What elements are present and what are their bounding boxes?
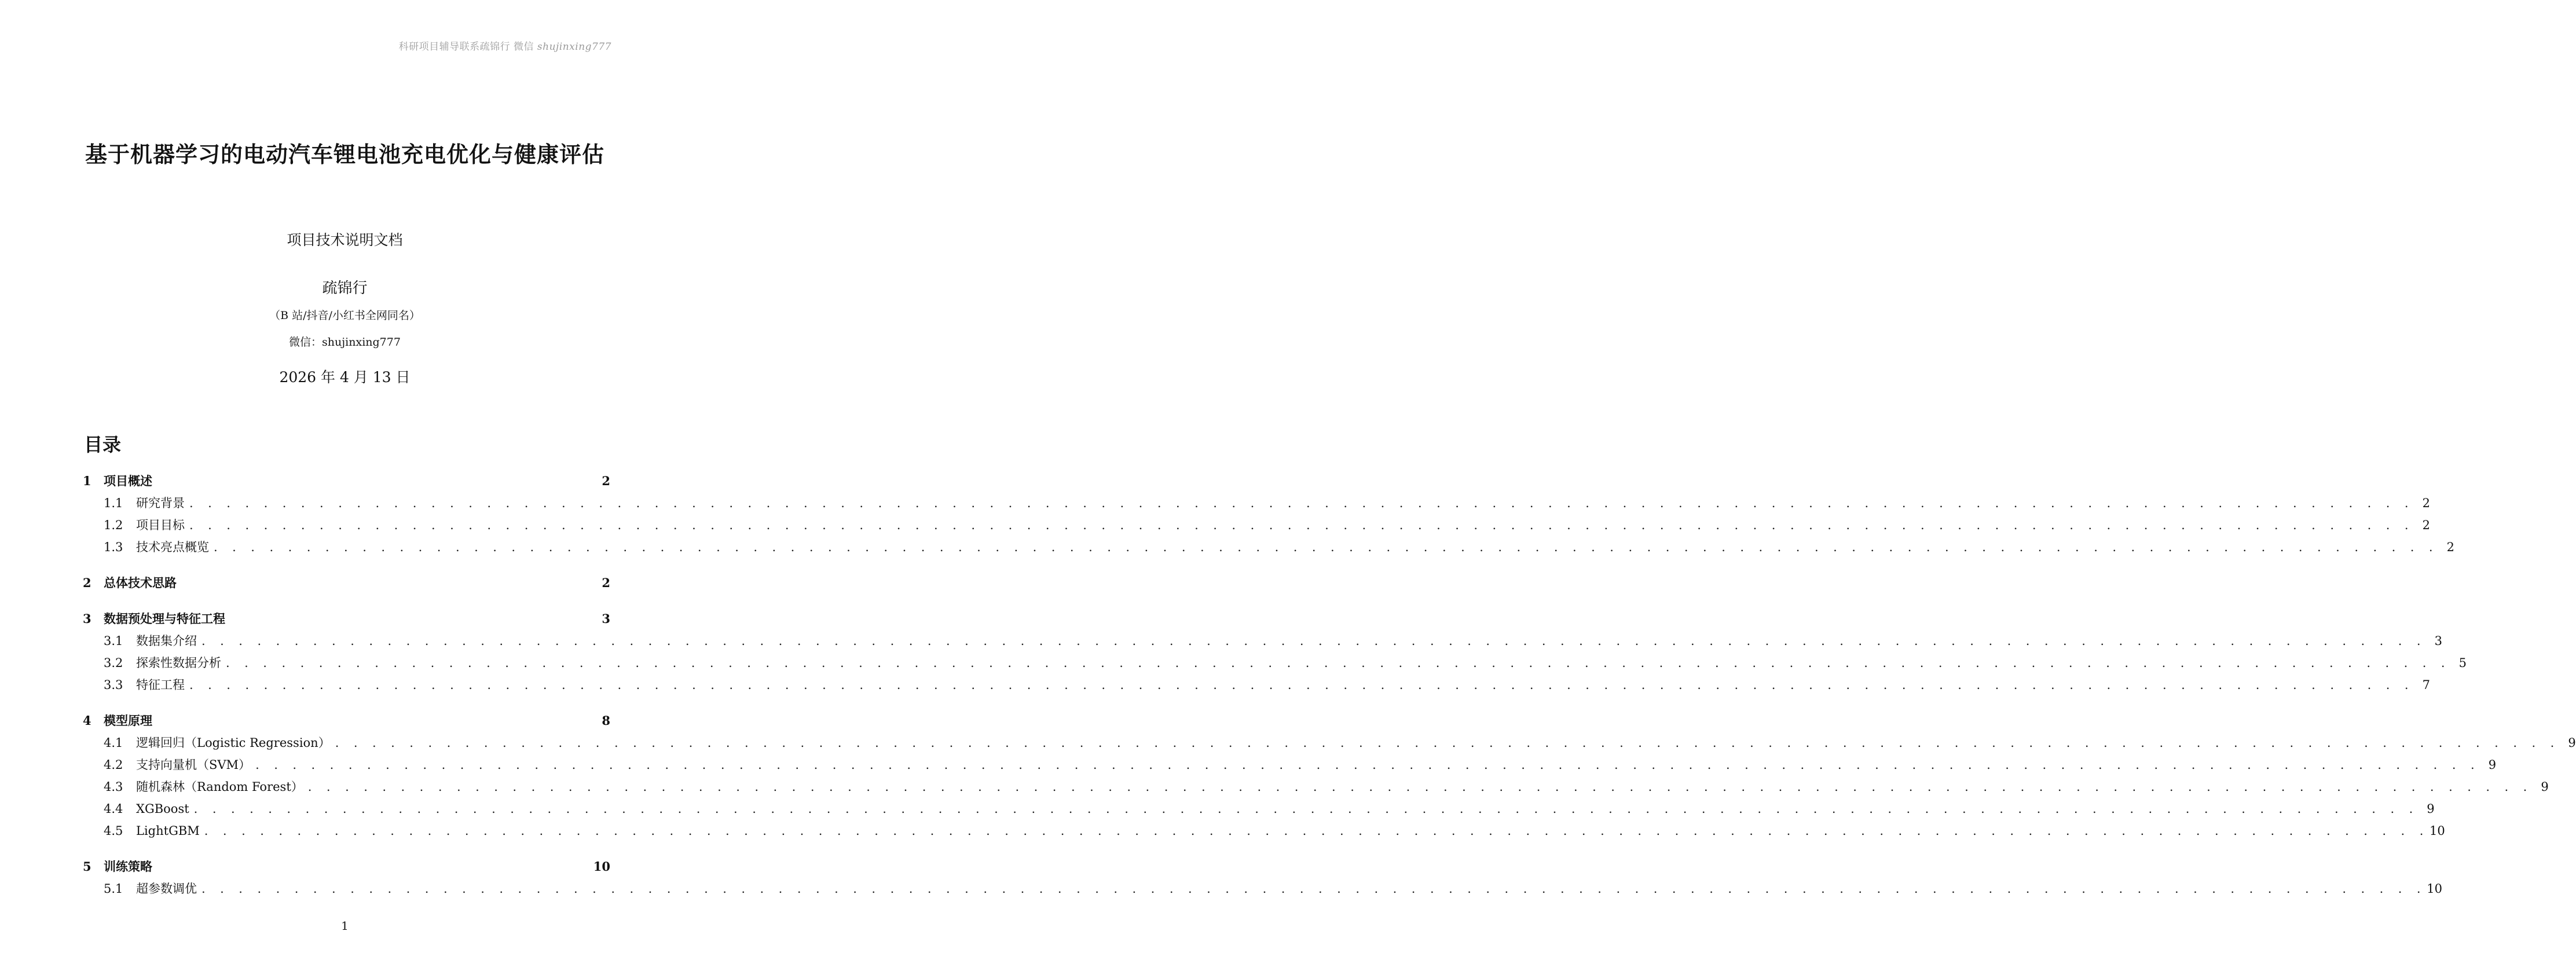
toc-subsection-number: 1.3 [104, 540, 123, 554]
toc-subsection-number: 3.2 [104, 656, 123, 670]
toc-section [83, 856, 2442, 900]
toc-subsection-number: 4.1 [104, 736, 123, 750]
toc-section-title: 数据预处理与特征工程 [104, 611, 225, 626]
toc-section-number: 4 [83, 713, 91, 728]
toc-dot-leader: . . . . . . . . . . . . . . . . . . . . . . . . . . . . . . . . . . . . . . . . . . . . . . . . . . . . . . . . . . . . . . . . . . . . . . . . . . . . . . . . . . . . . . . . . . . . . . . . . . . . . . . . . . . . . . . . . . . . . . . . [201, 634, 2426, 648]
toc-section [83, 608, 2467, 696]
toc-dot-leader: . . . . . . . . . . . . . . . . . . . . . . . . . . . . . . . . . . . . . . . . . . . . . . . . . . . . . . . . . . . . . . . . . . . . . . . . . . . . . . . . . . . . . . . . . . . . . . . . . . . . . . . . . . . . . . . . . . . . . . . . [335, 736, 2560, 750]
header-contact-note [399, 38, 611, 53]
toc-subsection-page: 9 [2541, 780, 2549, 794]
header-wechat-id: shujinxing777 [537, 41, 611, 53]
toc-subsection-page: 2 [2422, 496, 2430, 510]
toc-subsection-title: 超参数调优 [136, 882, 197, 896]
toc-section-entry[interactable] [83, 608, 610, 630]
toc-subsection-title: XGBoost [136, 802, 189, 816]
toc-section-title: 模型原理 [104, 713, 152, 728]
toc-subsection-number: 1.2 [104, 518, 123, 532]
toc-heading: 目录 [84, 434, 122, 456]
page-number: 1 [341, 919, 349, 933]
toc-section-title: 训练策略 [104, 859, 152, 874]
toc-subsection-title: 特征工程 [136, 678, 185, 692]
toc-subsection-entry[interactable] [83, 820, 2445, 842]
toc-section-entry[interactable] [83, 710, 610, 732]
toc-subsection-title: 研究背景 [136, 496, 185, 510]
toc-subsection-number: 4.3 [104, 780, 123, 794]
toc-dot-leader: . . . . . . . . . . . . . . . . . . . . . . . . . . . . . . . . . . . . . . . . . . . . . . . . . . . . . . . . . . . . . . . . . . . . . . . . . . . . . . . . . . . . . . . . . . . . . . . . . . . . . . . . . . . . . . . . . . . . . . . . [214, 540, 2438, 554]
toc-subsection-title: 数据集介绍 [136, 634, 197, 648]
table-of-contents [83, 470, 2576, 914]
toc-section [83, 572, 610, 594]
toc-subsection-page: 5 [2458, 656, 2467, 670]
toc-subsection-title: 支持向量机（SVM） [136, 758, 251, 772]
toc-subsection-title: 项目目标 [136, 518, 185, 532]
toc-subsection-entry[interactable] [83, 878, 2442, 900]
toc-section-page: 2 [602, 474, 610, 488]
toc-dot-leader: . . . . . . . . . . . . . . . . . . . . . . . . . . . . . . . . . . . . . . . . . . . . . . . . . . . . . . . . . . . . . . . . . . . . . . . . . . . . . . . . . . . . . . . . . . . . . . . . . . . . . . . . . . . . . . . . . . . . . . . . [193, 802, 2419, 816]
toc-subsection-number: 4.5 [104, 824, 123, 838]
toc-subsection-entry[interactable] [83, 514, 2430, 536]
author-platform-note: （B 站/抖音/小红书全网同名） [269, 309, 420, 322]
document-title: 基于机器学习的电动汽车锂电池充电优化与健康评估 [85, 141, 604, 167]
toc-subsection-entry[interactable] [83, 674, 2430, 696]
toc-section-number: 3 [83, 611, 91, 626]
toc-subsection-number: 5.1 [104, 882, 123, 896]
toc-subsection-number: 4.2 [104, 758, 123, 772]
toc-dot-leader: . . . . . . . . . . . . . . . . . . . . . . . . . . . . . . . . . . . . . . . . . . . . . . . . . . . . . . . . . . . . . . . . . . . . . . . . . . . . . . . . . . . . . . . . . . . . . . . . . . . . . . . . . . . . . . . . . . . . . . . . [226, 656, 2450, 670]
toc-subsection-page: 3 [2434, 634, 2442, 648]
toc-subsection-number: 3.1 [104, 634, 123, 648]
toc-section [83, 710, 2576, 842]
toc-section-entry[interactable] [83, 470, 610, 492]
toc-dot-leader: . . . . . . . . . . . . . . . . . . . . . . . . . . . . . . . . . . . . . . . . . . . . . . . . . . . . . . . . . . . . . . . . . . . . . . . . . . . . . . . . . . . . . . . . . . . . . . . . . . . . . . . . . . . . . . . . . . . . . . . . [189, 518, 2414, 532]
toc-subsection-page: 9 [2568, 736, 2576, 750]
toc-subsection-page: 7 [2422, 678, 2430, 692]
toc-subsection-title: 随机森林（Random Forest） [136, 780, 303, 794]
author-wechat: 微信：shujinxing777 [289, 336, 401, 349]
toc-subsection-title: 探索性数据分析 [136, 656, 221, 670]
toc-dot-leader: . . . . . . . . . . . . . . . . . . . . . . . . . . . . . . . . . . . . . . . . . . . . . . . . . . . . . . . . . . . . . . . . . . . . . . . . . . . . . . . . . . . . . . . . . . . . . . . . . . . . . . . . . . . . . . . . . . . . . . . . [189, 678, 2414, 692]
toc-section-page: 3 [602, 611, 610, 626]
toc-subsection-title: 逻辑回归（Logistic Regression） [136, 736, 331, 750]
toc-subsection-entry[interactable] [83, 798, 2435, 820]
toc-subsection-entry[interactable] [83, 754, 2497, 776]
toc-subsection-page: 10 [2427, 882, 2442, 896]
toc-subsection-page: 2 [2446, 540, 2454, 554]
header-contact-text: 科研项目辅导联系疏锦行 微信 [398, 41, 537, 53]
toc-section-entry[interactable] [83, 856, 610, 878]
toc-subsection-entry[interactable] [83, 776, 2549, 798]
document-date: 2026 年 4 月 13 日 [279, 369, 411, 386]
toc-section-title: 总体技术思路 [104, 576, 177, 590]
toc-section-page: 8 [602, 713, 610, 728]
toc-section-entry[interactable] [83, 572, 610, 594]
toc-subsection-entry[interactable] [83, 630, 2442, 652]
toc-section [83, 470, 2454, 558]
toc-section-page: 10 [593, 859, 610, 874]
toc-dot-leader: . . . . . . . . . . . . . . . . . . . . . . . . . . . . . . . . . . . . . . . . . . . . . . . . . . . . . . . . . . . . . . . . . . . . . . . . . . . . . . . . . . . . . . . . . . . . . . . . . . . . . . . . . . . . . . . . . . . . . . . . [201, 882, 2426, 896]
toc-subsection-page: 9 [2427, 802, 2435, 816]
toc-section-number: 5 [83, 859, 91, 874]
toc-dot-leader: . . . . . . . . . . . . . . . . . . . . . . . . . . . . . . . . . . . . . . . . . . . . . . . . . . . . . . . . . . . . . . . . . . . . . . . . . . . . . . . . . . . . . . . . . . . . . . . . . . . . . . . . . . . . . . . . . . . . . . . . [307, 780, 2533, 794]
toc-subsection-number: 4.4 [104, 802, 123, 816]
toc-subsection-number: 1.1 [104, 496, 123, 510]
toc-subsection-number: 3.3 [104, 678, 123, 692]
toc-subsection-title: 技术亮点概览 [136, 540, 209, 554]
toc-subsection-entry[interactable] [83, 732, 2576, 754]
toc-dot-leader: . . . . . . . . . . . . . . . . . . . . . . . . . . . . . . . . . . . . . . . . . . . . . . . . . . . . . . . . . . . . . . . . . . . . . . . . . . . . . . . . . . . . . . . . . . . . . . . . . . . . . . . . . . . . . . . . . . . . . . . . [189, 496, 2414, 510]
author-name: 疏锦行 [322, 280, 368, 297]
toc-section-number: 2 [83, 576, 91, 590]
toc-subsection-page: 10 [2430, 824, 2445, 838]
toc-subsection-title: LightGBM [136, 824, 200, 838]
toc-section-page: 2 [602, 576, 610, 590]
toc-dot-leader: . . . . . . . . . . . . . . . . . . . . . . . . . . . . . . . . . . . . . . . . . . . . . . . . . . . . . . . . . . . . . . . . . . . . . . . . . . . . . . . . . . . . . . . . . . . . . . . . . . . . . . . . . . . . . . . . . . . . . . . . [204, 824, 2429, 838]
toc-dot-leader: . . . . . . . . . . . . . . . . . . . . . . . . . . . . . . . . . . . . . . . . . . . . . . . . . . . . . . . . . . . . . . . . . . . . . . . . . . . . . . . . . . . . . . . . . . . . . . . . . . . . . . . . . . . . . . . . . . . . . . . . [255, 758, 2480, 772]
toc-subsection-entry[interactable] [83, 652, 2467, 674]
document-subtitle: 项目技术说明文档 [287, 232, 403, 248]
toc-section-number: 1 [83, 474, 91, 488]
toc-subsection-entry[interactable] [83, 536, 2454, 558]
toc-subsection-entry[interactable] [83, 492, 2430, 514]
toc-subsection-page: 9 [2488, 758, 2497, 772]
toc-subsection-page: 2 [2422, 518, 2430, 532]
toc-section-title: 项目概述 [104, 474, 152, 488]
